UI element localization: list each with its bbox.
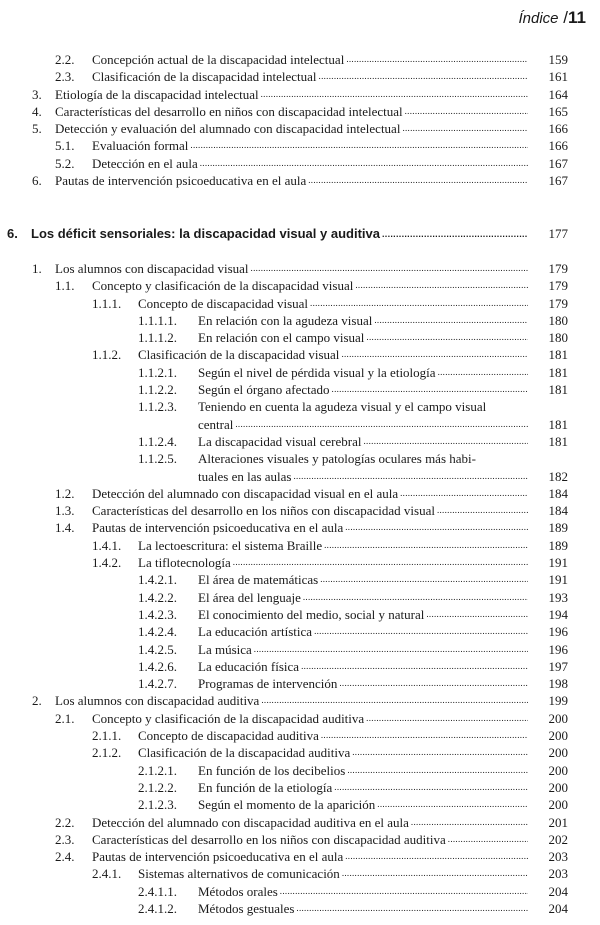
entry-line <box>138 295 528 312</box>
running-header <box>518 8 586 28</box>
entry-line <box>138 744 528 761</box>
dot-leader <box>345 519 528 536</box>
toc-entry[interactable] <box>0 554 600 571</box>
entry-line <box>198 589 528 606</box>
entry-page: 204 <box>548 883 568 899</box>
entry-title: Pautas de intervención psicoeducativa en el aula <box>55 173 307 189</box>
toc-entry-continuation <box>0 468 600 485</box>
entry-number: 1.1.2.2. <box>138 382 177 398</box>
dot-leader <box>438 364 528 381</box>
entry-number: 2.1.2.3. <box>138 797 177 813</box>
entry-title: Clasificación de la discapacidad visual <box>138 347 340 363</box>
entry-number: 1. <box>32 261 42 276</box>
toc-entry[interactable] <box>0 865 600 882</box>
header-section: Índice <box>518 10 559 27</box>
dot-leader <box>332 381 528 398</box>
entry-page: 200 <box>548 710 568 726</box>
entry-title: Detección del alumnado con discapacidad auditiva en el aula <box>92 814 409 830</box>
entry-title: Etiología de la discapacidad intelectual <box>55 86 259 102</box>
toc-entry[interactable] <box>0 519 600 536</box>
dot-leader <box>341 346 528 363</box>
dot-leader <box>382 225 528 243</box>
toc-entry[interactable] <box>0 675 600 692</box>
entry-line <box>198 658 528 675</box>
toc-entry[interactable] <box>0 381 600 398</box>
entry-page: 179 <box>548 278 568 294</box>
entry-number: 1.4.2.5. <box>138 641 177 657</box>
dot-leader <box>301 658 528 675</box>
toc-entry[interactable] <box>0 692 600 709</box>
entry-line <box>55 260 528 277</box>
dot-leader <box>405 103 528 120</box>
toc-entry[interactable] <box>0 623 600 640</box>
entry-number: 2.4.1. <box>92 866 122 882</box>
entry-number: 1.2. <box>55 485 75 501</box>
dot-leader <box>352 744 528 761</box>
entry-number: 5.2. <box>55 155 75 171</box>
dot-leader <box>377 796 528 813</box>
entry-line <box>198 779 528 796</box>
entry-line <box>198 329 528 346</box>
toc-entry[interactable] <box>0 589 600 606</box>
entry-number: 6. <box>32 173 42 189</box>
entry-number: 2.4.1.1. <box>138 883 177 899</box>
entry-number: 2.1.2.1. <box>138 762 177 778</box>
entry-line <box>138 865 528 882</box>
entry-line <box>92 155 528 172</box>
entry-line <box>92 519 528 536</box>
toc-entry[interactable] <box>0 277 600 294</box>
entry-line <box>92 277 528 294</box>
dot-leader <box>426 606 528 623</box>
entry-page: 189 <box>548 537 568 553</box>
dot-leader <box>251 260 528 277</box>
toc-entry[interactable] <box>0 137 600 154</box>
header-separator: / <box>563 8 568 27</box>
entry-page: 198 <box>548 676 568 692</box>
entry-page: 180 <box>548 330 568 346</box>
entry-number: 1.1.1.1. <box>138 312 177 328</box>
toc-entry[interactable] <box>0 398 600 415</box>
toc-entry[interactable] <box>0 51 600 68</box>
entry-number: 2.2. <box>55 814 75 830</box>
entry-number: 1.1.1.2. <box>138 330 177 346</box>
entry-line <box>198 796 528 813</box>
toc-entry[interactable] <box>0 120 600 137</box>
entry-page: 181 <box>548 364 568 380</box>
entry-line <box>92 831 528 848</box>
entry-line <box>198 381 528 398</box>
entry-line <box>55 120 528 137</box>
entry-number: 1.1.2.4. <box>138 433 177 449</box>
entry-title: El área de matemáticas <box>198 572 319 588</box>
toc-entry[interactable] <box>0 103 600 120</box>
entry-line <box>92 848 528 865</box>
toc-entry[interactable] <box>0 155 600 172</box>
entry-title: Sistemas alternativos de comunicación <box>138 866 340 882</box>
entry-page: 200 <box>548 779 568 795</box>
entry-title: Los alumnos con discapacidad auditiva <box>55 693 260 709</box>
entry-title: Características del desarrollo en los niños con discapacidad auditiva <box>92 831 446 847</box>
toc-entry[interactable] <box>0 848 600 865</box>
entry-number: 1.4.2. <box>92 555 122 571</box>
toc-entry[interactable] <box>0 658 600 675</box>
toc-entry[interactable] <box>0 606 600 623</box>
dot-leader <box>294 468 529 485</box>
entry-line <box>92 710 528 727</box>
entry-title: Concepto y clasificación de la discapacidad auditiva <box>92 710 365 726</box>
dot-leader <box>345 848 528 865</box>
entry-line <box>198 675 528 692</box>
entry-line <box>138 554 528 571</box>
toc-entry[interactable] <box>0 537 600 554</box>
entry-page: 197 <box>548 658 568 674</box>
dot-leader <box>308 172 528 189</box>
entry-line <box>55 86 528 103</box>
entry-title: Según el momento de la aparición <box>198 797 376 813</box>
entry-title: La educación física <box>198 658 300 674</box>
entry-number: 1.4.2.3. <box>138 606 177 622</box>
dot-leader <box>355 277 528 294</box>
entry-line <box>198 641 528 658</box>
entry-number: 1.1.2.1. <box>138 364 177 380</box>
entry-title: Detección y evaluación del alumnado con discapacidad intelectual <box>55 121 401 137</box>
entry-title: Detección del alumnado con discapacidad visual en el aula <box>92 485 399 501</box>
toc-section-chapter-6 <box>0 260 600 917</box>
dot-leader <box>233 554 528 571</box>
entry-title: Métodos gestuales <box>198 900 295 916</box>
dot-leader <box>374 312 528 329</box>
toc-entry[interactable] <box>0 710 600 727</box>
toc-entry[interactable] <box>0 329 600 346</box>
entry-line <box>198 762 528 779</box>
entry-title: La lectoescritura: el sistema Braille <box>138 537 323 553</box>
chapter-title: Los déficit sensoriales: la discapacidad visual y auditiva <box>31 226 380 241</box>
dot-leader <box>347 762 528 779</box>
entry-page: 203 <box>548 866 568 882</box>
entry-number: 1.3. <box>55 503 75 519</box>
dot-leader <box>261 692 528 709</box>
entry-page: 199 <box>548 693 568 709</box>
entry-title: Teniendo en cuenta la agudeza visual y el campo visual <box>198 399 487 415</box>
entry-page: 189 <box>548 520 568 536</box>
entry-line <box>198 606 528 623</box>
toc-entry[interactable] <box>0 900 600 917</box>
entry-number: 1.4.2.1. <box>138 572 177 588</box>
entry-page: 179 <box>548 261 568 276</box>
entry-number: 1.4.2.2. <box>138 589 177 605</box>
entry-title: Pautas de intervención psicoeducativa en el aula <box>92 849 344 865</box>
entry-page: 200 <box>548 728 568 744</box>
entry-page: 200 <box>548 745 568 761</box>
toc-entry[interactable] <box>0 364 600 381</box>
entry-page: 201 <box>548 814 568 830</box>
entry-line <box>55 172 528 189</box>
entry-line <box>55 692 528 709</box>
entry-title-continued: tuales en las aulas <box>198 468 292 484</box>
toc-entry[interactable] <box>0 433 600 450</box>
toc-entry[interactable] <box>0 502 600 519</box>
entry-title: Los alumnos con discapacidad visual <box>55 261 249 276</box>
entry-line <box>198 900 528 917</box>
entry-line <box>198 398 528 415</box>
dot-leader <box>402 120 528 137</box>
entry-title: La tiflotecnología <box>138 555 231 571</box>
entry-page: 204 <box>548 900 568 916</box>
entry-page: 182 <box>548 468 568 484</box>
entry-title: Concepto de discapacidad visual <box>138 295 309 311</box>
entry-title: En relación con la agudeza visual <box>198 312 373 328</box>
dot-leader <box>320 571 528 588</box>
dot-leader <box>437 502 528 519</box>
entry-title: La educación artística <box>198 624 313 640</box>
entry-number: 1.1.2. <box>92 347 122 363</box>
entry-title: Características del desarrollo en niños con discapacidad intelectual <box>55 103 403 119</box>
toc-entry[interactable] <box>0 779 600 796</box>
entry-number: 2.1. <box>55 710 75 726</box>
entry-page: 181 <box>548 416 568 432</box>
entry-line <box>138 537 528 554</box>
toc-entry[interactable] <box>0 450 600 467</box>
toc-entry[interactable] <box>0 485 600 502</box>
entry-title: En función de la etiología <box>198 779 333 795</box>
entry-number: 5. <box>32 121 42 137</box>
toc-entry[interactable] <box>0 744 600 761</box>
dot-leader <box>324 537 528 554</box>
entry-number: 1.1.2.3. <box>138 399 177 415</box>
entry-line <box>92 51 528 68</box>
entry-title: En función de los decibelios <box>198 762 346 778</box>
entry-title: Programas de intervención <box>198 676 338 692</box>
dot-leader <box>411 814 528 831</box>
entry-number: 1.4.2.4. <box>138 624 177 640</box>
entry-page: 167 <box>548 173 568 189</box>
entry-title: Según el nivel de pérdida visual y la etiología <box>198 364 436 380</box>
entry-title: Detección en el aula <box>92 155 198 171</box>
entry-line <box>198 416 528 433</box>
dot-leader <box>366 329 528 346</box>
toc-entry[interactable] <box>0 346 600 363</box>
entry-title: Evaluación formal <box>92 138 189 154</box>
dot-leader <box>261 86 528 103</box>
dot-leader <box>319 68 528 85</box>
entry-line <box>92 68 528 85</box>
entry-page: 164 <box>548 86 568 102</box>
toc-entry[interactable] <box>0 295 600 312</box>
entry-line <box>198 623 528 640</box>
entry-page: 179 <box>548 295 568 311</box>
entry-line <box>198 312 528 329</box>
toc-entry[interactable] <box>0 312 600 329</box>
entry-number: 2. <box>32 693 42 709</box>
entry-page: 191 <box>548 572 568 588</box>
entry-number: 2.4.1.2. <box>138 900 177 916</box>
toc-chapter-heading[interactable] <box>0 225 600 243</box>
entry-page: 181 <box>548 347 568 363</box>
chapter-number: 6. <box>7 226 18 241</box>
toc-entry[interactable] <box>0 796 600 813</box>
dot-leader <box>339 675 528 692</box>
toc-entry[interactable] <box>0 86 600 103</box>
entry-title: La discapacidad visual cerebral <box>198 433 362 449</box>
entry-number: 2.1.2.2. <box>138 779 177 795</box>
dot-leader <box>296 900 528 917</box>
toc-entry[interactable] <box>0 260 600 277</box>
entry-number: 4. <box>32 103 42 119</box>
entry-title: Alteraciones visuales y patologías oculares más habi- <box>198 451 476 467</box>
entry-number: 1.1.2.5. <box>138 451 177 467</box>
dot-leader <box>190 137 528 154</box>
toc-entry-continuation <box>0 416 600 433</box>
entry-page: 159 <box>548 52 568 67</box>
entry-page: 203 <box>548 849 568 865</box>
entry-number: 5.1. <box>55 138 75 154</box>
dot-leader <box>303 589 528 606</box>
entry-page: 191 <box>548 555 568 571</box>
entry-line <box>92 485 528 502</box>
entry-page: 200 <box>548 797 568 813</box>
dot-leader <box>310 295 528 312</box>
entry-line <box>198 883 528 900</box>
entry-title: La música <box>198 641 252 657</box>
entry-title: Métodos orales <box>198 883 278 899</box>
toc-entry[interactable] <box>0 68 600 85</box>
dot-leader <box>366 710 528 727</box>
entry-page: 166 <box>548 121 568 137</box>
dot-leader <box>448 831 528 848</box>
entry-title: Concepto y clasificación de la discapacidad visual <box>92 278 354 294</box>
entry-page: 193 <box>548 589 568 605</box>
entry-title: En relación con el campo visual <box>198 330 365 346</box>
entry-line <box>198 433 528 450</box>
entry-title: Pautas de intervención psicoeducativa en el aula <box>92 520 344 536</box>
entry-line <box>92 814 528 831</box>
entry-number: 2.3. <box>55 69 75 85</box>
entry-title: Concepto de discapacidad auditiva <box>138 728 319 744</box>
entry-title: El conocimiento del medio, social y natural <box>198 606 425 622</box>
entry-line <box>138 727 528 744</box>
entry-number: 2.2. <box>55 52 75 67</box>
entry-title: Clasificación de la discapacidad auditiva <box>138 745 351 761</box>
dot-leader <box>364 433 529 450</box>
dot-leader <box>235 416 528 433</box>
toc-entry[interactable] <box>0 571 600 588</box>
entry-line <box>138 346 528 363</box>
entry-number: 3. <box>32 86 42 102</box>
entry-number: 2.1.1. <box>92 728 122 744</box>
dot-leader <box>254 641 528 658</box>
toc-entry[interactable] <box>0 641 600 658</box>
entry-line <box>198 468 528 485</box>
entry-number: 2.1.2. <box>92 745 122 761</box>
entry-number: 1.1. <box>55 278 75 294</box>
entry-page: 166 <box>548 138 568 154</box>
entry-title-continued: central <box>198 416 234 432</box>
chapter-page: 177 <box>548 226 568 241</box>
entry-page: 196 <box>548 624 568 640</box>
dot-leader <box>280 883 528 900</box>
entry-title: Clasificación de la discapacidad intelectual <box>92 69 317 85</box>
entry-page: 202 <box>548 831 568 847</box>
entry-page: 181 <box>548 382 568 398</box>
entry-number: 1.4.2.7. <box>138 676 177 692</box>
entry-title: El área del lenguaje <box>198 589 301 605</box>
dot-leader <box>334 779 528 796</box>
dot-leader <box>200 155 528 172</box>
entry-page: 196 <box>548 641 568 657</box>
header-page-number: 11 <box>568 8 586 27</box>
entry-number: 1.4.1. <box>92 537 122 553</box>
entry-page: 194 <box>548 606 568 622</box>
toc-entry[interactable] <box>0 831 600 848</box>
entry-title: Concepción actual de la discapacidad intelectual <box>92 52 345 67</box>
dot-leader <box>346 51 528 68</box>
entry-page: 184 <box>548 485 568 501</box>
dot-leader <box>314 623 528 640</box>
toc-entry[interactable] <box>0 172 600 189</box>
entry-number: 1.1.1. <box>92 295 122 311</box>
toc-entry[interactable] <box>0 727 600 744</box>
dot-leader <box>321 727 528 744</box>
dot-leader <box>342 865 528 882</box>
toc-entry[interactable] <box>0 814 600 831</box>
entry-number: 1.4.2.6. <box>138 658 177 674</box>
entry-number: 2.4. <box>55 849 75 865</box>
entry-page: 167 <box>548 155 568 171</box>
entry-line <box>92 137 528 154</box>
entry-title: Características del desarrollo en los niños con discapacidad visual <box>92 503 435 519</box>
entry-number: 2.3. <box>55 831 75 847</box>
toc-section-previous-chapter <box>0 51 600 189</box>
entry-page: 184 <box>548 503 568 519</box>
entry-line <box>92 502 528 519</box>
entry-line <box>198 450 528 467</box>
entry-line <box>55 103 528 120</box>
entry-page: 165 <box>548 103 568 119</box>
entry-page: 180 <box>548 312 568 328</box>
dot-leader <box>400 485 528 502</box>
entry-line <box>198 571 528 588</box>
entry-page: 200 <box>548 762 568 778</box>
entry-title: Según el órgano afectado <box>198 382 330 398</box>
entry-page: 161 <box>548 69 568 85</box>
entry-number: 1.4. <box>55 520 75 536</box>
entry-page: 181 <box>548 433 568 449</box>
entry-line <box>198 364 528 381</box>
toc-entry[interactable] <box>0 883 600 900</box>
toc-entry[interactable] <box>0 762 600 779</box>
